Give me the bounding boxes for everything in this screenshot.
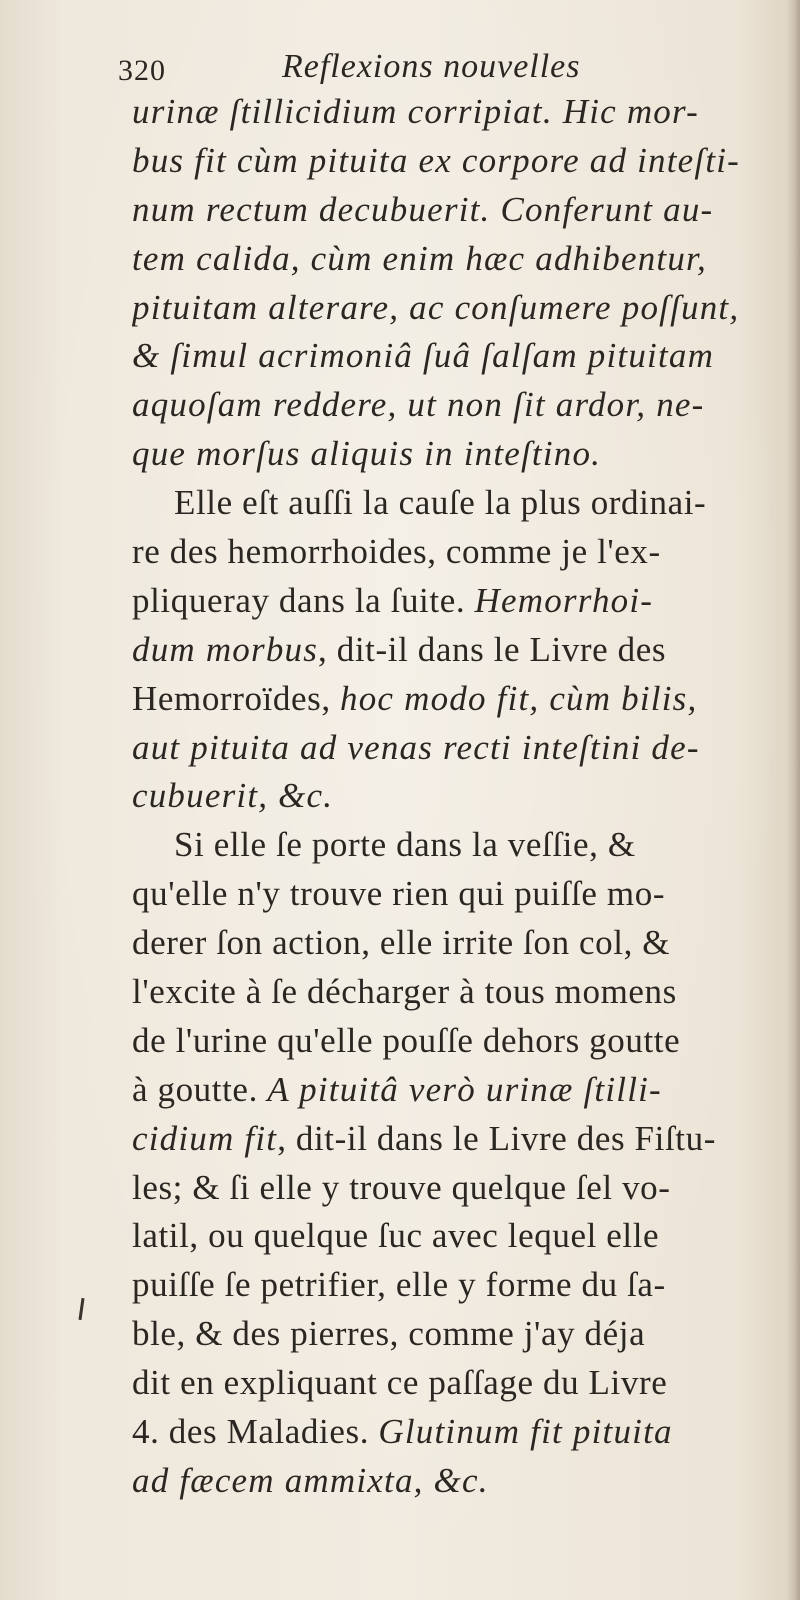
text-line	[132, 1066, 772, 1115]
text-line: urinæ ſtillicidium corripiat. Hic mor-	[132, 92, 699, 131]
text-run-roman: à goutte.	[132, 1069, 268, 1109]
page-edge-shadow	[786, 0, 800, 1600]
text-run-roman: 4. des Maladies.	[132, 1412, 379, 1452]
text-line: derer ſon action, elle irrite ſon col, &	[132, 923, 671, 963]
text-line: ad fæcem ammixta, &c.	[132, 1460, 489, 1500]
text-line: l'excite à ſe décharger à tous momens	[132, 972, 677, 1012]
text-line: que morſus aliquis in inteſtino.	[132, 434, 602, 474]
margin-ink-mark	[78, 1298, 84, 1320]
text-line	[132, 577, 772, 626]
text-run-italic: A pituitâ verò urinæ ſtilli-	[267, 1069, 662, 1109]
text-line: de l'urine qu'elle pouſſe dehors goutte	[132, 1020, 681, 1060]
text-line	[132, 675, 772, 724]
text-run-roman: , dit-il dans le Livre des	[318, 629, 667, 669]
text-line: aquoſam reddere, ut non ſit ardor, ne-	[132, 385, 705, 425]
text-run-italic: Glutinum fit pituita	[378, 1412, 673, 1452]
text-run-roman: , dit-il dans le Livre des Fiſtu-	[277, 1118, 716, 1158]
text-line: re des hemorrhoides, comme je l'ex-	[132, 532, 661, 572]
text-line: & ſimul acrimoniâ ſuâ ſalſam pituitam	[132, 336, 715, 376]
text-line: cubuerit, &c.	[132, 776, 334, 816]
body-text	[132, 88, 772, 1506]
text-run-italic: dum morbus	[132, 629, 319, 669]
text-line: num rectum decubuerit. Conferunt au-	[132, 189, 714, 229]
text-run-italic: cidium fit	[132, 1118, 278, 1158]
text-line	[132, 626, 772, 675]
text-line: qu'elle n'y trouve rien qui puiſſe mo-	[132, 874, 666, 914]
paragraph-start-line: Si elle ſe porte dans la veſſie, &	[174, 825, 636, 865]
page-header	[118, 48, 678, 92]
paragraph-start-line: Elle eſt auſſi la cauſe la plus ordinai-	[174, 483, 707, 523]
text-line	[132, 1115, 772, 1164]
text-line: bus fit cùm pituita ex corpore ad inteſti-	[132, 140, 741, 180]
page-number: 320	[118, 54, 166, 87]
text-run-roman: pliqueray dans la ſuite.	[132, 580, 475, 620]
text-line: puiſſe ſe petrifier, elle y forme du ſa-	[132, 1265, 666, 1305]
text-line: les; & ſi elle y trouve quelque ſel vo-	[132, 1167, 671, 1207]
text-line: dit en expliquant ce paſſage du Livre	[132, 1363, 668, 1403]
text-line: pituitam alterare, ac conſumere poſſunt,	[132, 287, 740, 327]
text-line	[132, 1408, 772, 1457]
text-run-italic: Hemorrhoi-	[474, 580, 654, 620]
text-line: tem calida, cùm enim hæc adhibentur,	[132, 238, 707, 278]
text-line: latil, ou quelque ſuc avec lequel elle	[132, 1216, 660, 1256]
text-line: ble, & des pierres, comme j'ay déja	[132, 1314, 646, 1354]
text-line: aut pituita ad venas recti inteſtini de-	[132, 727, 700, 767]
running-title: Reflexions nouvelles	[282, 48, 581, 85]
text-run-italic: hoc modo fit, cùm bilis,	[340, 678, 698, 718]
text-run-roman: Hemorroïdes,	[132, 678, 341, 718]
